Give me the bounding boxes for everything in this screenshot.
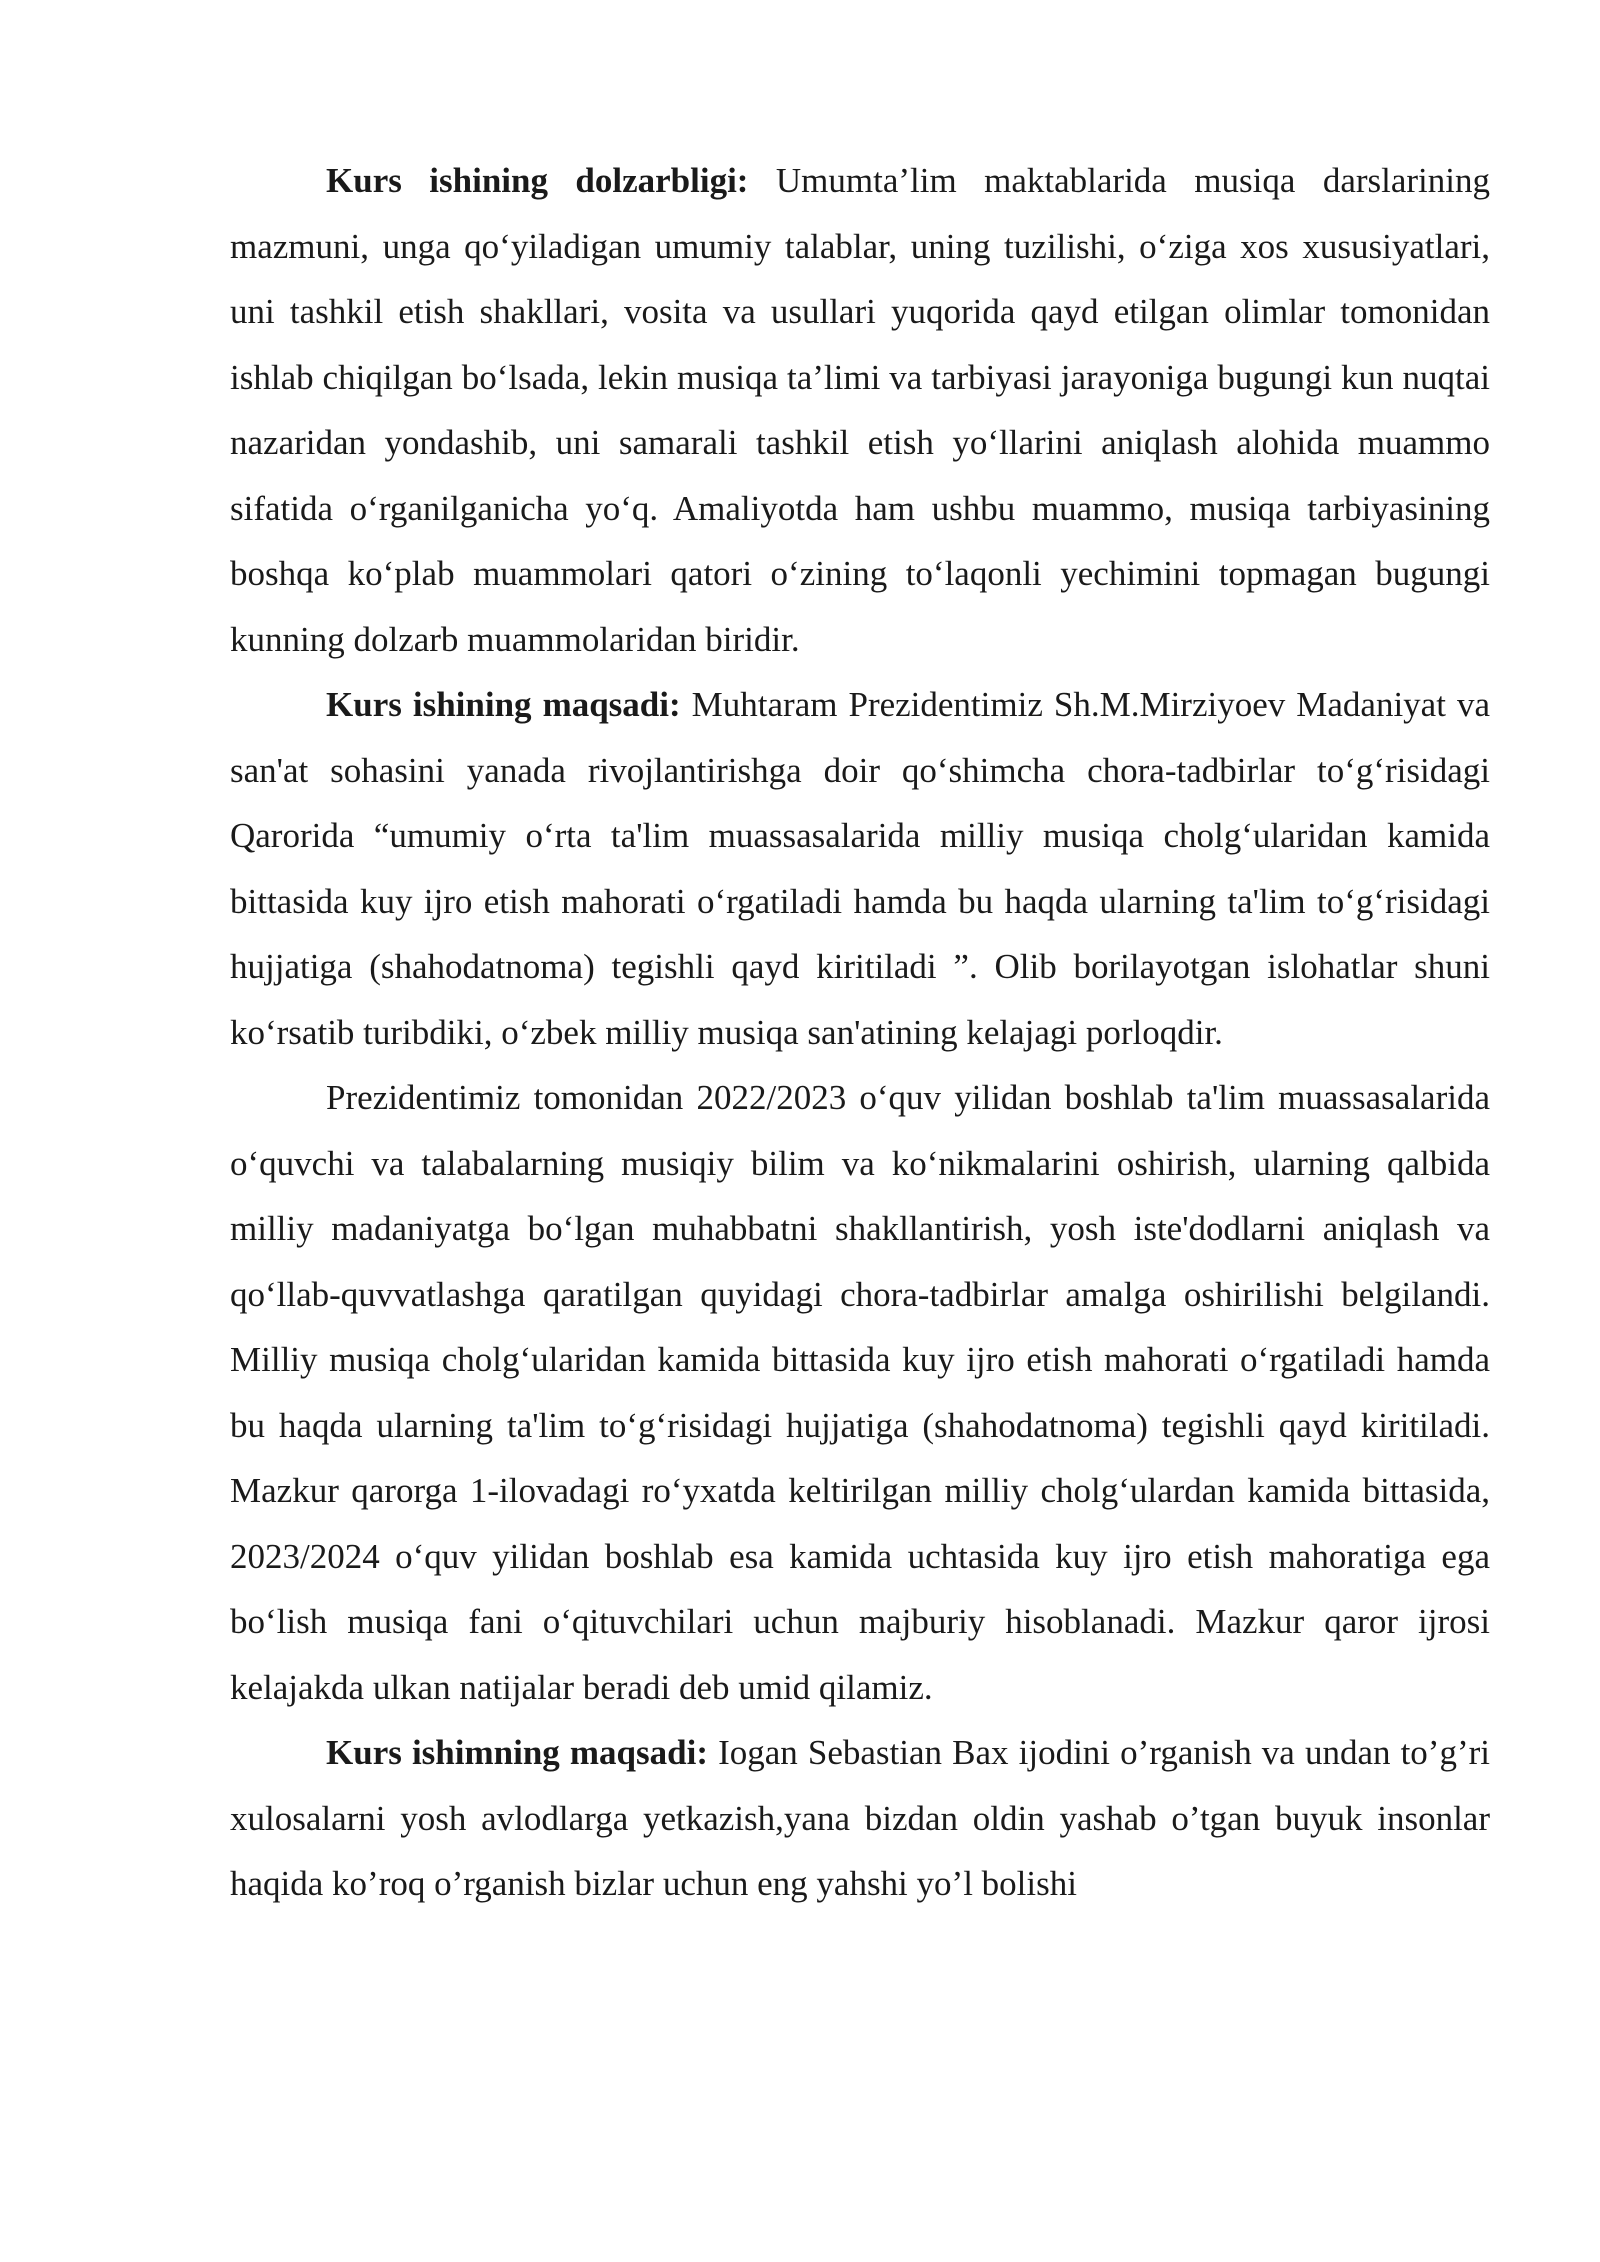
paragraph-text: Muhtaram Prezidentimiz Sh.M.Mirziyoev Madaniyat va san'at sohasini yanada rivojlantirishga doir qo‘shimcha chora-tadbirlar to‘g‘risidagi Qarorida “umumiy o‘rta ta'lim muassasalarida milliy musiqa cholg‘ularidan kamida bittasida kuy ijro etish mahorati o‘rgatiladi hamda bu haqda ularning ta'lim to‘g‘risidagi hujjatiga (shahodatnoma) tegishli qayd kiritiladi ”. Olib borilayotgan islohatlar shuni ko‘rsatib turibdiki, o‘zbek milliy musiqa san'atining kelajagi porloqdir. [230,685,1490,1052]
paragraph-heading: Kurs ishining maqsadi: [326,685,681,724]
paragraph-heading: Kurs ishimning maqsadi: [326,1733,708,1772]
paragraph-my-goal [230,1720,1490,1917]
paragraph-text: Iogan Sebastian Bax ijodini o’rganish va undan to’g’ri xulosalarni yosh avlodlarga yetkazish,yana bizdan oldin yashab o’tgan buyuk insonlar haqida ko’roq o’rganish bizlar uchun eng yahshi yo’l bolishi [230,1733,1490,1903]
paragraph-relevance [230,148,1490,672]
paragraph-text: Prezidentimiz tomonidan 2022/2023 o‘quv yilidan boshlab ta'lim muassasalarida o‘quvchi va talabalarning musiqiy bilim va ko‘nikmalarini oshirish, ularning qalbida milliy madaniyatga bo‘lgan muhabbatni shakllantirish, yosh iste'dodlarni aniqlash va qo‘llab-quvvatlashga qaratilgan quyidagi chora-tadbirlar amalga oshirilishi belgilandi. Milliy musiqa cholg‘ularidan kamida bittasida kuy ijro etish mahorati o‘rgatiladi hamda bu haqda ularning ta'lim to‘g‘risidagi hujjatiga (shahodatnoma) tegishli qayd kiritiladi. Mazkur qarorga 1-ilovadagi ro‘yxatda keltirilgan milliy cholg‘ulardan kamida bittasida, 2023/2024 o‘quv yilidan boshlab esa kamida uchtasida kuy ijro etish mahoratiga ega bo‘lish musiqa fani o‘qituvchilari uchun majburiy hisoblanadi. Mazkur qaror ijrosi kelajakda ulkan natijalar beradi deb umid qilamiz. [230,1078,1490,1707]
paragraph-text: Umumta’lim maktablarida musiqa darslarining mazmuni, unga qo‘yiladigan umumiy talablar, uning tuzilishi, o‘ziga xos xususiyatlari, uni tashkil etish shakllari, vosita va usullari yuqorida qayd etilgan olimlar tomonidan ishlab chiqilgan bo‘lsada, lekin musiqa ta’limi va tarbiyasi jarayoniga bugungi kun nuqtai nazaridan yondashib, uni samarali tashkil etish yo‘llarini aniqlash alohida muammo sifatida o‘rganilganicha yo‘q. Amaliyotda ham ushbu muammo, musiqa tarbiyasining boshqa ko‘plab muammolari qatori o‘zining to‘laqonli yechimini topmagan bugungi kunning dolzarb muammolaridan biridir. [230,161,1490,659]
paragraph-heading: Kurs ishining dolzarbligi: [326,161,749,200]
document-body [230,148,1490,1917]
paragraph-president [230,1065,1490,1720]
paragraph-goal [230,672,1490,1065]
